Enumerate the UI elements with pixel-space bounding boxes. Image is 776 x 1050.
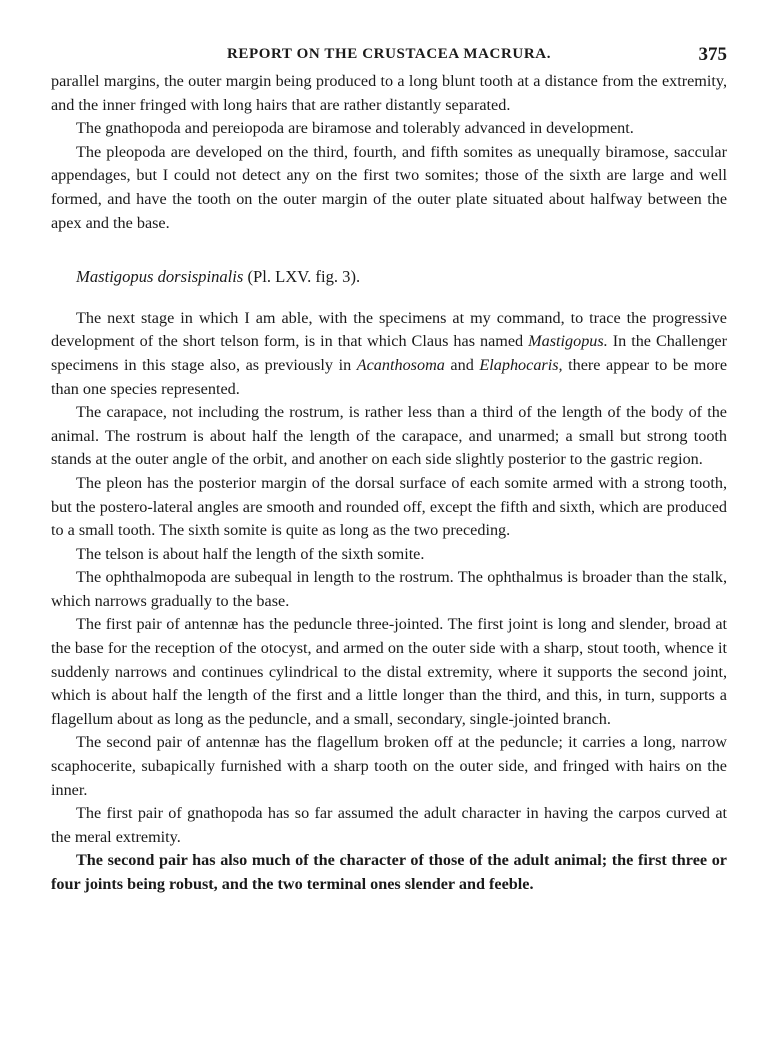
page [51,40,727,897]
text-run: The next stage in which I am able, with the specimens at my command, to trace the progressive development of the short telson form, is in that which Claus has named [51,308,727,351]
paragraph-pleon: The pleon has the posterior margin of the dorsal surface of each somite armed with a strong tooth, but the postero-lateral angles are smooth and rounded off, except the fifth and sixth, which are produced to a small tooth. The sixth somite is quite as long as the two preceding. [51,473,727,540]
paragraph-second-gnathopoda: The second pair has also much of the character of those of the adult animal; the first three or four joints being robust, and the two terminal ones slender and feeble. [51,851,727,893]
genus-name: Elaphocaris, [479,355,563,374]
text-run: and [444,355,480,374]
running-head [51,40,727,70]
species-heading [51,265,727,289]
genus-name: Mastigopus. [528,332,608,351]
paragraph-carapace: The carapace, not including the rostrum, is rather less than a third of the length of the body of the animal. The rostrum is about half the length of the carapace, and unarmed; a small but strong tooth stands at the outer angle of the orbit, and another on each side slightly posterior to the gastric region. [51,403,727,469]
paragraph-gnathopoda: The gnathopoda and pereiopoda are biramose and tolerably advanced in development. [76,119,634,138]
paragraph-pleopoda: The pleopoda are developed on the third, fourth, and fifth somites as unequally biramose, saccular appendages, but I could not detect any on the first two somites; those of the sixth are large and well formed, and have the tooth on the outer margin of the outer plate situated about halfway between the apex and the base. [51,142,727,232]
paragraph-first-gnathopoda: The first pair of gnathopoda has so far assumed the adult character in having the carpos curved at the meral extremity. [51,804,727,846]
paragraph-first-antennae: The first pair of antennæ has the peduncle three-jointed. The first joint is long and slender, broad at the base for the reception of the otocyst, and armed on the outer side with a sharp, stout tooth, whence it suddenly narrows and continues cylindrical to the distal extremity, where it supports the second joint, which is about half the length of the first and a little longer than the third, and this, in turn, supports a flagellum about as long as the peduncle, and a small, secondary, single-jointed branch. [51,615,727,728]
paragraph-second-antennae: The second pair of antennæ has the flagellum broken off at the peduncle; it carries a long, narrow scaphocerite, subapically furnished with a sharp tooth on the outer side, and fringed with hairs on the inner. [51,733,727,799]
species-name: Mastigopus dorsispinalis [76,267,244,287]
paragraph-continuation: parallel margins, the outer margin being produced to a long blunt tooth at a distance from the extremity, and the inner fringed with long hairs that are rather distantly separated. [51,72,727,114]
text-run: there appear to be more than one species represented. [51,355,727,398]
text-run: In the Challenger specimens in this stage also, as previously in [51,332,728,374]
plate-reference: (Pl. LXV. fig. 3). [243,267,361,287]
genus-name: Acanthosoma [356,355,445,374]
paragraph-telson: The telson is about half the length of the sixth somite. [76,544,425,563]
paragraph-next-stage [51,307,727,401]
running-title: REPORT ON THE CRUSTACEA MACRURA. [226,46,552,62]
page-number: 375 [698,44,727,65]
paragraph-ophthalmopoda: The ophthalmopoda are subequal in length to the rostrum. The ophthalmus is broader than the stalk, which narrows gradually to the base. [51,568,727,610]
